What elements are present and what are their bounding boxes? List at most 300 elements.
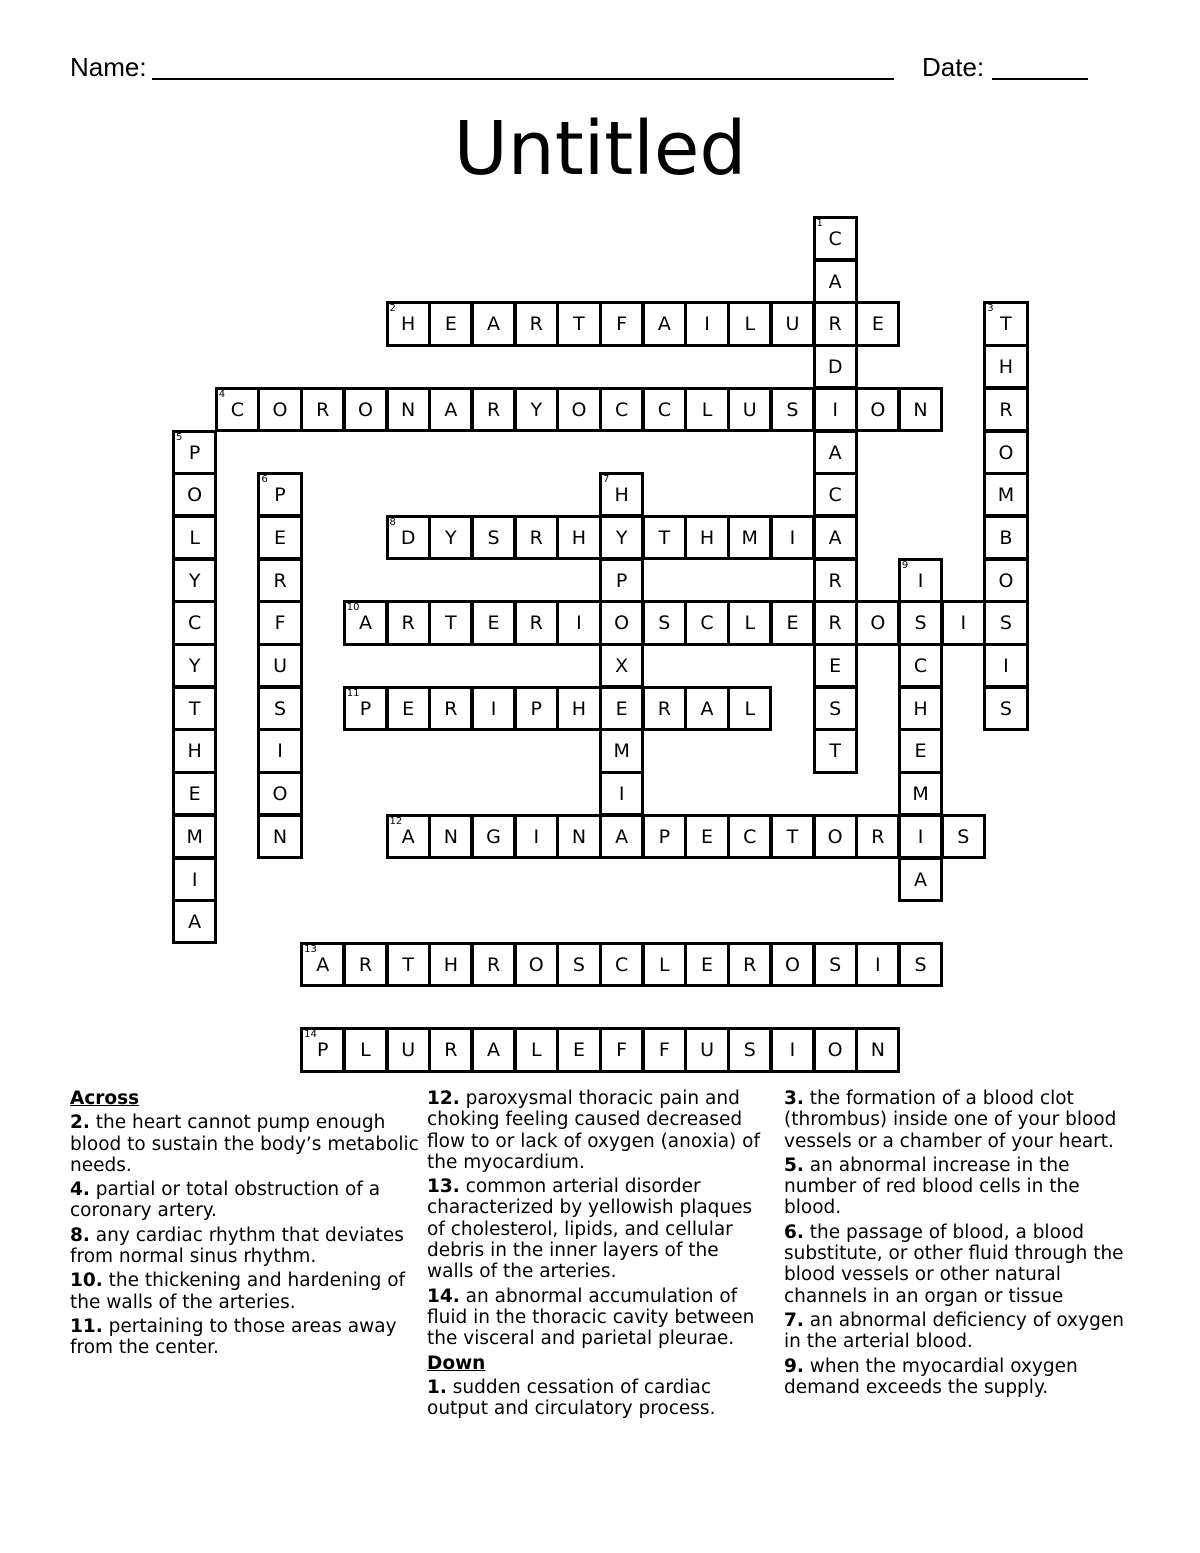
date-label: Date: — [922, 52, 985, 82]
crossword-cell[interactable] — [172, 728, 217, 773]
crossword-cell[interactable] — [684, 600, 729, 645]
crossword-cell[interactable] — [599, 643, 644, 688]
crossword-cell[interactable] — [983, 515, 1028, 560]
crossword-cell[interactable] — [813, 686, 858, 731]
crossword-cell[interactable] — [770, 387, 815, 432]
crossword-cell[interactable] — [257, 728, 302, 773]
crossword-cell[interactable] — [898, 558, 943, 603]
crossword-cell[interactable] — [642, 814, 687, 859]
cell-letter: R — [358, 953, 373, 976]
clue-across-8 — [70, 1225, 420, 1268]
crossword-cell[interactable] — [257, 600, 302, 645]
crossword-cell[interactable] — [855, 1027, 900, 1072]
cell-letter: I — [917, 569, 924, 592]
crossword-cell[interactable] — [983, 430, 1028, 475]
cell-letter: Y — [615, 526, 628, 549]
cell-letter: A — [487, 313, 501, 336]
cell-letter: H — [571, 697, 587, 720]
crossword-cell[interactable] — [386, 686, 431, 731]
crossword-cell[interactable] — [599, 472, 644, 517]
crossword-cell[interactable] — [386, 942, 431, 987]
cell-letter: M — [997, 484, 1015, 507]
cell-letter: S — [914, 953, 927, 976]
crossword-cell[interactable] — [813, 430, 858, 475]
clue-number: 10. — [70, 1270, 103, 1292]
cell-letter: S — [743, 1039, 756, 1062]
crossword-cell[interactable] — [898, 728, 943, 773]
crossword-cell[interactable] — [983, 686, 1028, 731]
clue-down-5 — [784, 1155, 1134, 1219]
crossword-cell[interactable] — [599, 301, 644, 346]
clue-number-label: 3 — [987, 303, 994, 315]
clue-across-14 — [427, 1286, 767, 1350]
cell-letter: A — [828, 270, 842, 293]
crossword-cell[interactable] — [813, 643, 858, 688]
cell-letter: I — [277, 740, 283, 763]
cell-letter: D — [400, 526, 416, 549]
clue-text: pertaining to those areas away from the center. — [70, 1315, 397, 1359]
cell-letter: T — [1000, 313, 1012, 336]
crossword-cell[interactable] — [813, 814, 858, 859]
crossword-cell[interactable] — [684, 515, 729, 560]
crossword-cell[interactable] — [813, 216, 858, 261]
clue-number: 12. — [427, 1088, 460, 1109]
cell-letter: O — [272, 398, 288, 421]
clue-number: 3. — [784, 1088, 804, 1109]
cell-letter: E — [402, 697, 415, 720]
clue-number: 6. — [784, 1221, 804, 1243]
crossword-cell[interactable] — [428, 301, 473, 346]
crossword-cell[interactable] — [257, 387, 302, 432]
clue-across-4 — [70, 1179, 420, 1222]
cell-letter: O — [571, 398, 587, 421]
cell-letter: O — [827, 825, 843, 848]
crossword-cell[interactable] — [556, 814, 601, 859]
cell-letter: A — [358, 612, 372, 635]
cell-letter: T — [188, 697, 201, 720]
down-heading: Down — [427, 1352, 486, 1374]
clue-number-label: 5 — [176, 431, 183, 443]
crossword-cell[interactable] — [386, 387, 431, 432]
crossword-cell[interactable] — [514, 814, 559, 859]
crossword-cell[interactable] — [172, 899, 217, 944]
cell-letter: A — [828, 526, 842, 549]
crossword-cell[interactable] — [727, 301, 772, 346]
crossword-cell[interactable] — [343, 1027, 388, 1072]
crossword-cell[interactable] — [770, 814, 815, 859]
clue-across-11 — [70, 1316, 420, 1359]
crossword-cell[interactable] — [471, 1027, 516, 1072]
crossword-cell[interactable] — [599, 942, 644, 987]
crossword-cell[interactable] — [770, 600, 815, 645]
crossword-cell[interactable] — [898, 643, 943, 688]
clue-number: 8. — [70, 1224, 90, 1246]
crossword-cell[interactable] — [172, 686, 217, 731]
cell-letter: O — [528, 953, 544, 976]
crossword-cell[interactable] — [343, 942, 388, 987]
crossword-cell[interactable] — [514, 515, 559, 560]
crossword-cell[interactable] — [684, 686, 729, 731]
crossword-cell[interactable] — [770, 942, 815, 987]
cell-letter: E — [701, 825, 714, 848]
crossword-cell[interactable] — [172, 430, 217, 475]
clue-text: when the myocardial oxygen demand exceeds the supply. — [784, 1355, 1078, 1398]
cell-letter: P — [658, 825, 671, 848]
crossword-cell[interactable] — [343, 686, 388, 731]
cell-letter: H — [571, 526, 587, 549]
crossword-cell[interactable] — [642, 686, 687, 731]
clue-text: the formation of a blood clot (thrombus) inside one of your blood vessels or a chamber of your heart. — [784, 1088, 1117, 1152]
crossword-cell[interactable] — [727, 387, 772, 432]
clue-number: 1. — [427, 1376, 447, 1398]
page-title: Untitled — [453, 106, 747, 192]
clue-number: 11. — [70, 1315, 103, 1337]
clue-number-label: 10 — [346, 602, 360, 614]
cell-letter: C — [828, 484, 842, 507]
crossword-cell[interactable] — [941, 600, 986, 645]
crossword-cell[interactable] — [813, 1027, 858, 1072]
crossword-cell[interactable] — [642, 387, 687, 432]
crossword-cell[interactable] — [684, 1027, 729, 1072]
crossword-cell[interactable] — [215, 387, 260, 432]
crossword-cell[interactable] — [343, 387, 388, 432]
cell-letter: A — [487, 1039, 501, 1062]
cell-letter: P — [615, 569, 628, 592]
crossword-cell[interactable] — [813, 942, 858, 987]
cell-letter: R — [444, 697, 458, 720]
cell-letter: R — [273, 569, 287, 592]
clues-section — [70, 1088, 1150, 1488]
crossword-cell[interactable] — [983, 301, 1028, 346]
cell-letter: F — [658, 1039, 670, 1062]
crossword-cell[interactable] — [642, 942, 687, 987]
crossword-cell[interactable] — [172, 857, 217, 902]
crossword-cell[interactable] — [556, 686, 601, 731]
crossword-cell[interactable] — [257, 771, 302, 816]
clue-number: 7. — [784, 1309, 804, 1331]
crossword-cell[interactable] — [556, 387, 601, 432]
cell-letter: N — [401, 398, 416, 421]
crossword-cell[interactable] — [428, 942, 473, 987]
crossword-cell[interactable] — [941, 814, 986, 859]
crossword-cell[interactable] — [727, 1027, 772, 1072]
crossword-cell[interactable] — [898, 857, 943, 902]
cell-letter: I — [789, 1039, 796, 1062]
crossword-cell[interactable] — [599, 1027, 644, 1072]
cell-letter: S — [914, 612, 927, 635]
crossword-cell[interactable] — [257, 558, 302, 603]
cell-letter: L — [659, 953, 670, 976]
clue-number-label: 6 — [261, 474, 268, 486]
crossword-cell[interactable] — [855, 301, 900, 346]
crossword-cell[interactable] — [172, 771, 217, 816]
crossword-cell[interactable] — [556, 301, 601, 346]
crossword-cell[interactable] — [471, 814, 516, 859]
crossword-cell[interactable] — [471, 387, 516, 432]
crossword-cell[interactable] — [556, 600, 601, 645]
cell-letter: N — [443, 825, 458, 848]
clue-text: the heart cannot pump enough blood to sustain the body’s metabolic needs. — [70, 1112, 419, 1176]
crossword-cell[interactable] — [556, 1027, 601, 1072]
crossword-cell[interactable] — [428, 686, 473, 731]
crossword-cell[interactable] — [172, 472, 217, 517]
cell-letter: O — [998, 441, 1014, 464]
cell-letter: L — [189, 526, 200, 549]
cell-letter: R — [871, 825, 885, 848]
cell-letter: N — [913, 398, 928, 421]
cell-letter: X — [615, 655, 629, 677]
cell-letter: P — [317, 1039, 329, 1062]
cell-letter: E — [572, 1039, 585, 1062]
cell-letter: S — [957, 825, 970, 848]
crossword-cell[interactable] — [172, 600, 217, 645]
cell-letter: B — [999, 526, 1013, 549]
crossword-cell[interactable] — [257, 515, 302, 560]
cell-letter: Y — [530, 398, 543, 421]
clue-number-label: 8 — [389, 516, 396, 528]
crossword-cell[interactable] — [599, 558, 644, 603]
cell-letter: A — [188, 911, 202, 934]
crossword-cell[interactable] — [855, 814, 900, 859]
crossword-cell[interactable] — [428, 387, 473, 432]
crossword-cell[interactable] — [514, 301, 559, 346]
cell-letter: C — [657, 398, 671, 421]
cell-letter: I — [490, 697, 497, 720]
cell-letter: R — [828, 612, 842, 635]
crossword-cell[interactable] — [642, 515, 687, 560]
cell-letter: E — [274, 526, 287, 549]
crossword-cell[interactable] — [642, 600, 687, 645]
crossword-cell[interactable] — [983, 600, 1028, 645]
crossword-cell[interactable] — [898, 387, 943, 432]
crossword-cell[interactable] — [813, 344, 858, 389]
crossword-cell[interactable] — [172, 515, 217, 560]
cell-letter: I — [960, 612, 967, 635]
crossword-cell[interactable] — [983, 472, 1028, 517]
clue-number-label: 11 — [346, 687, 360, 699]
cell-letter: D — [827, 356, 843, 379]
crossword-cell[interactable] — [172, 643, 217, 688]
crossword-cell[interactable] — [727, 814, 772, 859]
crossword-cell[interactable] — [514, 600, 559, 645]
cell-letter: E — [487, 612, 500, 635]
cell-letter: S — [829, 697, 842, 720]
cell-letter: C — [615, 953, 629, 976]
crossword-cell[interactable] — [300, 942, 345, 987]
cell-letter: E — [871, 313, 884, 336]
crossword-cell[interactable] — [813, 387, 858, 432]
cell-letter: L — [744, 313, 756, 336]
crossword-cell[interactable] — [983, 387, 1028, 432]
crossword-cell[interactable] — [727, 515, 772, 560]
crossword-cell[interactable] — [599, 814, 644, 859]
cell-letter: I — [191, 868, 198, 891]
crossword-cell[interactable] — [898, 686, 943, 731]
cell-letter: A — [914, 868, 928, 891]
crossword-cell[interactable] — [556, 942, 601, 987]
clue-number-label: 2 — [389, 303, 396, 315]
crossword-cell[interactable] — [172, 558, 217, 603]
crossword-cell[interactable] — [684, 942, 729, 987]
name-label: Name: — [70, 52, 147, 82]
crossword-cell[interactable] — [642, 1027, 687, 1072]
clue-text: the passage of blood, a blood substitute, or other fluid through the blood vessels or other natural channels in an organ or tissue — [784, 1221, 1124, 1307]
crossword-cell[interactable] — [599, 686, 644, 731]
cell-letter: T — [786, 825, 799, 848]
cell-letter: O — [998, 569, 1014, 592]
crossword-cell[interactable] — [471, 515, 516, 560]
crossword-cell[interactable] — [471, 942, 516, 987]
crossword-cell[interactable] — [428, 515, 473, 560]
cell-letter: I — [832, 398, 838, 421]
cell-letter: R — [529, 526, 543, 549]
crossword-cell[interactable] — [257, 686, 302, 731]
cell-letter: S — [487, 526, 500, 549]
crossword-cell[interactable] — [343, 600, 388, 645]
crossword-cell[interactable] — [514, 686, 559, 731]
cell-letter: E — [829, 655, 842, 677]
clues-column-3 — [784, 1088, 1134, 1401]
crossword-cell[interactable] — [727, 942, 772, 987]
crossword-cell[interactable] — [599, 387, 644, 432]
crossword-cell[interactable] — [684, 301, 729, 346]
clue-number-label: 12 — [389, 815, 403, 827]
crossword-cell[interactable] — [642, 301, 687, 346]
crossword-cell[interactable] — [770, 515, 815, 560]
crossword-cell[interactable] — [514, 942, 559, 987]
crossword-cell[interactable] — [813, 515, 858, 560]
cell-letter: T — [573, 313, 585, 336]
crossword-cell[interactable] — [813, 600, 858, 645]
crossword-cell[interactable] — [599, 600, 644, 645]
crossword-cell[interactable] — [770, 1027, 815, 1072]
crossword-cell[interactable] — [556, 515, 601, 560]
cell-letter: S — [999, 612, 1012, 635]
cell-letter: I — [875, 953, 881, 976]
cell-letter: L — [701, 398, 713, 421]
cell-letter: P — [530, 697, 542, 720]
crossword-cell[interactable] — [257, 643, 302, 688]
cell-letter: P — [274, 484, 286, 507]
crossword-cell[interactable] — [727, 600, 772, 645]
crossword-cell[interactable] — [599, 771, 644, 816]
crossword-cell[interactable] — [898, 600, 943, 645]
crossword-cell[interactable] — [386, 301, 431, 346]
crossword-cell[interactable] — [386, 814, 431, 859]
crossword-cell[interactable] — [813, 472, 858, 517]
crossword-cell[interactable] — [428, 814, 473, 859]
cell-letter: A — [316, 953, 330, 976]
cell-letter: H — [443, 953, 458, 976]
cell-letter: O — [784, 953, 800, 976]
clue-number: 13. — [427, 1176, 460, 1198]
cell-letter: S — [658, 612, 671, 635]
crossword-cell[interactable] — [514, 387, 559, 432]
cell-letter: T — [658, 526, 671, 549]
crossword-cell[interactable] — [257, 814, 302, 859]
cell-letter: U — [273, 655, 287, 677]
cell-letter: R — [486, 953, 501, 976]
cell-letter: U — [742, 398, 757, 421]
crossword-cell[interactable] — [898, 771, 943, 816]
cell-letter: R — [999, 398, 1013, 421]
crossword-cell[interactable] — [471, 301, 516, 346]
cell-letter: G — [486, 825, 501, 848]
crossword-cell[interactable] — [599, 728, 644, 773]
cell-letter: T — [829, 740, 841, 763]
clue-text: sudden cessation of cardiac output and circulatory process. — [427, 1376, 716, 1420]
crossword-cell[interactable] — [300, 387, 345, 432]
clue-number: 2. — [70, 1112, 90, 1134]
cell-letter: S — [786, 398, 799, 421]
cell-letter: O — [870, 398, 886, 421]
cell-letter: R — [486, 398, 501, 421]
crossword-cell[interactable] — [684, 387, 729, 432]
crossword-cell[interactable] — [386, 1027, 431, 1072]
crossword-cell[interactable] — [727, 686, 772, 731]
crossword-cell[interactable] — [855, 387, 900, 432]
crossword-cell[interactable] — [471, 686, 516, 731]
clue-across-12 — [427, 1088, 767, 1173]
crossword-cell[interactable] — [813, 728, 858, 773]
crossword-cell[interactable] — [813, 259, 858, 304]
crossword-cell[interactable] — [684, 814, 729, 859]
cell-letter: R — [316, 398, 330, 421]
cell-letter: A — [444, 398, 458, 421]
crossword-cell[interactable] — [813, 558, 858, 603]
crossword-cell[interactable] — [428, 600, 473, 645]
crossword-cell[interactable] — [983, 344, 1028, 389]
cell-letter: R — [743, 953, 757, 976]
cell-letter: H — [401, 313, 416, 336]
crossword-cell[interactable] — [300, 1027, 345, 1072]
cell-letter: E — [188, 783, 201, 806]
crossword-cell[interactable] — [386, 600, 431, 645]
crossword-cell[interactable] — [983, 643, 1028, 688]
clue-number-label: 7 — [603, 474, 610, 486]
cell-letter: Y — [445, 526, 457, 549]
crossword-cell[interactable] — [983, 558, 1028, 603]
crossword-cell[interactable] — [898, 814, 943, 859]
clue-across-10 — [70, 1270, 420, 1313]
crossword-cell[interactable] — [471, 600, 516, 645]
crossword-cell[interactable] — [855, 942, 900, 987]
cell-letter: L — [744, 697, 756, 720]
crossword-cell[interactable] — [514, 1027, 559, 1072]
cell-letter: P — [188, 441, 201, 464]
crossword-cell[interactable] — [898, 942, 943, 987]
crossword-cell[interactable] — [172, 814, 217, 859]
clue-down-1 — [427, 1377, 767, 1420]
cell-letter: N — [571, 825, 587, 848]
clue-text: an abnormal deficiency of oxygen in the arterial blood. — [784, 1309, 1124, 1353]
cell-letter: N — [870, 1039, 885, 1062]
crossword-cell[interactable] — [855, 600, 900, 645]
cell-letter: I — [618, 783, 625, 806]
clue-number: 14. — [427, 1285, 460, 1307]
crossword-cell[interactable] — [386, 515, 431, 560]
cell-letter: H — [614, 484, 629, 507]
crossword-cell[interactable] — [813, 301, 858, 346]
crossword-cell[interactable] — [428, 1027, 473, 1072]
clue-down-3 — [784, 1088, 1134, 1152]
crossword-cell[interactable] — [257, 472, 302, 517]
crossword-cell[interactable] — [770, 301, 815, 346]
clue-text: an abnormal increase in the number of red blood cells in the blood. — [784, 1154, 1080, 1219]
cell-letter: H — [913, 697, 928, 720]
clues-column-2 — [427, 1088, 767, 1422]
crossword-cell[interactable] — [599, 515, 644, 560]
